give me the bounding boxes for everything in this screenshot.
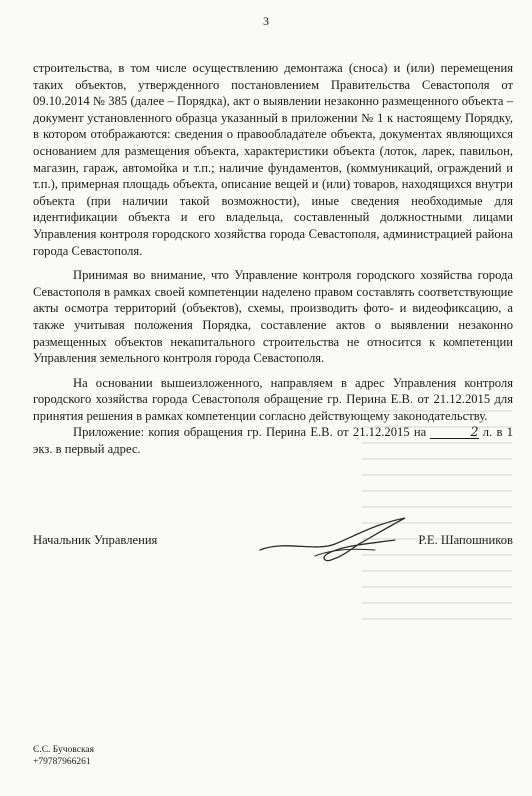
page-number: 3 [263,14,269,28]
executor-block [33,744,94,768]
bleed-through-artifact [362,410,512,660]
attachment-text-before: Приложение: копия обращения гр. Перина Е.В. от 21.12.2015 на [73,425,431,440]
attachment-handwritten-count: 2 [430,425,478,439]
letter-body [33,60,513,458]
paragraph-2: Принимая во внимание, что Управление контроля городского хозяйства города Севастополя в рамках своей компетенции наделено правом составлять соответствующие акты осмотра территорий (объектов), схемы, производить фото- и видеофиксацию, а также учитывая положения Порядка, составление актов о выявлении незаконно размещенных объектов некапитального строительства не относится к компетенции Управления земельного контроля города Севастополя. [33,268,513,366]
attachment-text-after: л. в 1 экз. в первый адрес. [33,425,514,457]
executor-phone: +79787966261 [33,757,91,767]
executor-name: С.С. Бучовская [33,745,94,755]
paragraph-3: На основании вышеизложенного, направляем в адрес Управления контроля городского хозяйства города Севастополя обращение гр. Перина Е.В. от 21.12.2015 для принятия решения в рамках компетенции согласно действующему законодательству. [33,375,513,423]
signatory-name: Р.Е. Шапошников [418,533,513,547]
paragraph-1: строительства, в том числе осуществлению демонтажа (сноса) и (или) перемещения таких объектов, утвержденного постановлением Правительства Севастополя от 09.10.2014 № 385 (далее – Порядка), акт о выявлении незаконно размещенного объекта – документ установленного образца указанный в приложении № 1 к настоящему Порядку, в котором отображаются: сведения о правообладателе объекта, документах являющихся основанием для размещения объекта, характеристики объекта (лоток, ларек, павильон, магазин, гараж, автомойка и т.п.; наличие фундаментов, (коммуникаций, ограждений и т.п.), примерная площадь объекта, описание вещей и (или) товаров, находящихся внутри объекта (при наличии такой возможности), иные сведения необходимые для идентификации объекта и его владельца, составленный должностными лицами Управления контроля городского хозяйства города Севастополя, администрацией района города Севастополя. [33,61,513,258]
signatory-position: Начальник Управления [33,533,158,547]
